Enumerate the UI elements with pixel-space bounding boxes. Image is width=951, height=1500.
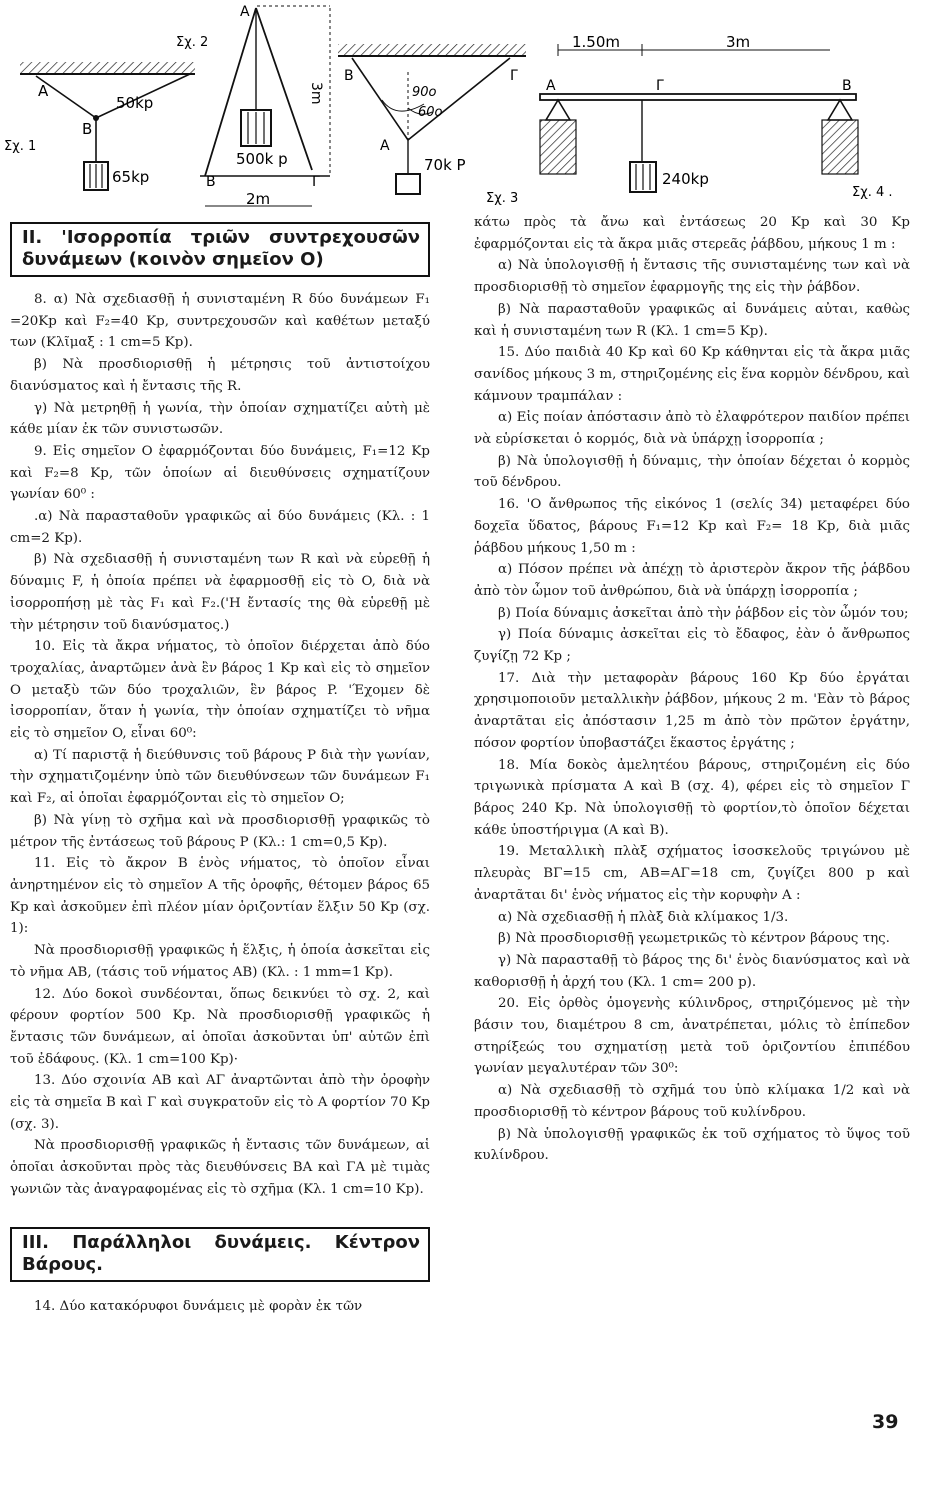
- exercise-18: 18. Μία δοκὸς ἀμελητέου βάρους, στηριζομένη εἰς δύο τριγωνικὰ πρίσματα A καὶ B (σχ. 4), φέρει εἰς τὸ σημεῖον Γ βάρος 240 Kp. Νὰ ὑπολογισθῇ τὸ φορτίον,τὸ ὁποῖον δέχεται κάθε ὑποστήριγμα (A καὶ B).: [474, 757, 910, 838]
- exercise-10: 10. Εἰς τὰ ἄκρα νήματος, τὸ ὁποῖον διέρχεται ἀπὸ δύο τροχαλίας, ἀναρτῶμεν ἀνὰ ἓν βάρος 1 Kp καὶ εἰς τὸ σημεῖον O μεταξὺ τῶν δύο τροχαλιῶν, ἓν βάρος P. 'Έχομεν δὲ ἰσορροπίαν, ὅταν ἡ γωνία, τὴν ὁποίαν σχηματίζει τὸ νῆμα εἰς τὸ σημεῖον O, εἶναι 60⁰:: [10, 639, 430, 742]
- fig1-force-label: 50kp: [116, 94, 154, 112]
- exercise-16: 16. 'Ο ἄνθρωπος τῆς εἰκόνος 1 (σελίς 34) μεταφέρει δύο δοχεῖα ὕδατος, βάρους F₁=12 Kp καὶ F₂= 18 Kp, διὰ μιᾶς ῥάβδου μήκους 1,50 m :: [474, 497, 910, 556]
- fig4-label-a: A: [546, 78, 556, 94]
- fig1-weight-label: 65kp: [112, 168, 150, 186]
- fig2-caption: Σχ. 2: [176, 35, 209, 50]
- exercise-14-b: β) Νὰ παρασταθοῦν γραφικῶς αἱ δυνάμεις αὐται, καθὼς καὶ ἡ συνισταμένη των R (Κλ. 1 cm=5 Kp).: [474, 301, 910, 339]
- exercise-15: 15. Δύο παιδιὰ 40 Kp καὶ 60 Kp κάθηνται εἰς τὰ ἄκρα μιᾶς σανίδος μήκους 3 m, στηριζομένης εἰς ἕνα κορμὸν δένδρου, καὶ κάμνουν τραμπάλαν :: [474, 345, 910, 404]
- fig3-angle-60: 60o: [418, 105, 443, 120]
- exercise-15-b: β) Νὰ ὑπολογισθῇ ἡ δύναμις, τὴν ὁποίαν δέχεται ὁ κορμὸς τοῦ δένδρου.: [474, 453, 910, 491]
- fig2-width-label: 2m: [246, 190, 271, 208]
- exercise-19-b: β) Νὰ προσδιορισθῇ γεωμετρικῶς τὸ κέντρον βάρους της.: [498, 931, 890, 947]
- exercise-12: 12. Δύο δοκοὶ συνδέονται, ὅπως δεικνύει τὸ σχ. 2, καὶ φέρουν φορτίον 500 Kp. Νὰ προσδιορισθῇ γραφικῶς ἡ ἔντασις τῶν δυνάμεων, αἱ ὁποῖαι ἀσκοῦνται ὑπ' αὐτῶν ἐπὶ τοῦ ἐδάφους. (Κλ. 1 cm=100 Kp)·: [10, 986, 430, 1067]
- exercise-13-b: Νὰ προσδιορισθῇ γραφικῶς ἡ ἔντασις τῶν δυνάμεων, αἱ ὁποῖαι ἀσκοῦνται πρὸς τὰς διευθύνσεις BA καὶ ΓA μὲ τιμὰς γωνιῶν τὰς ἀναγραφομένας εἰς τὸ σχῆμα (Κλ. 1 cm=10 Kp).: [10, 1138, 430, 1197]
- fig4-label-b: B: [842, 78, 852, 94]
- exercise-8-c: γ) Νὰ μετρηθῇ ἡ γωνία, τὴν ὁποίαν σχηματίζει αὐτὴ μὲ κάθε μίαν ἐκ τῶν συνιστωσῶν.: [10, 400, 430, 438]
- right-column: [474, 212, 910, 1167]
- exercise-20: 20. Εἰς ὀρθὸς ὁμογενὴς κύλινδρος, στηριζόμενος μὲ τὴν βάσιν του, διαμέτρου 8 cm, ἀνατρέπεται, μόλις τὸ ἐπίπεδον στηρίξεώς του σχηματίσῃ μετὰ τοῦ ὁριζοντίου ἐπιπέδου γωνίαν μεγαλυτέραν τῶν 30⁰:: [474, 996, 910, 1077]
- exercise-20-a: α) Νὰ σχεδιασθῇ τὸ σχῆμά του ὑπὸ κλίμακα 1/2 καὶ νὰ προσδιορισθῇ τὸ κέντρον βάρους τοῦ κυλίνδρου.: [474, 1083, 910, 1120]
- section-3-heading: III. Παράλληλοι δυνάμεις. Κέντρον Βάρους.: [10, 1227, 430, 1282]
- fig2-label-g: Γ: [312, 174, 320, 190]
- section-2-heading: II. 'Ισορροπία τριῶν συντρεχουσῶν δυνάμεων (κοινὸν σημεῖον O): [10, 222, 430, 277]
- fig3-angle-90: 90o: [412, 85, 437, 100]
- fig4-support-b: [828, 100, 852, 120]
- fig4-pillar-a: [540, 120, 576, 174]
- fig2-label-b: B: [206, 174, 216, 190]
- exercise-11: 11. Εἰς τὸ ἄκρον B ἑνὸς νήματος, τὸ ὁποῖον εἶναι ἀνηρτημένον εἰς τὸ σημεῖον A τῆς ὀροφῆς, θέτομεν βάρος 65 Kp καὶ ἀσκοῦμεν ἐπὶ πλέον μίαν ὁριζοντίαν ἕλξιν 50 Kp (σχ. 1):: [10, 856, 430, 937]
- exercise-8-b: β) Νὰ προσδιορισθῇ ἡ μέτρησις τοῦ ἀντιστοίχου διανύσματος καὶ ἡ ἔντασις τῆς R.: [10, 357, 430, 394]
- fig1-label-a: A: [38, 82, 49, 100]
- exercise-9-a: .α) Νὰ παρασταθοῦν γραφικῶς αἱ δύο δυνάμεις (Κλ. : 1 cm=2 Kp).: [10, 509, 430, 546]
- fig3-rope-ab: [352, 58, 408, 140]
- fig3-weight-label: 70k P: [424, 156, 466, 174]
- fig4-weight-label: 240kp: [662, 170, 709, 188]
- exercise-10-a: α) Τί παριστᾷ ἡ διεύθυνσις τοῦ βάρους P διὰ τὴν γωνίαν, τὴν σχηματιζομένην ὑπὸ τῶν διευθύνσεων τῶν δυνάμεων F₁ καὶ F₂, αἱ ὁποῖαι ἐφαρμόζονται εἰς τὸ σημεῖον O;: [10, 747, 430, 807]
- exercise-20-b: β) Νὰ ὑπολογισθῇ γραφικῶς ἐκ τοῦ σχήματος τὸ ὕψος τοῦ κυλίνδρου.: [474, 1126, 910, 1164]
- fig3-weight-box: [396, 174, 420, 194]
- exercise-16-b: β) Ποία δύναμις ἀσκεῖται ἀπὸ τὴν ῥάβδον εἰς τὸν ὦμόν του;: [498, 605, 909, 621]
- exercise-19-a: α) Νὰ σχεδιασθῇ ἡ πλὰξ διὰ κλίμακος 1/3.: [498, 909, 789, 925]
- fig4-pillar-b: [822, 120, 858, 174]
- fig2-weight-label: 500k p: [236, 150, 288, 168]
- exercise-13: 13. Δύο σχοινία AB καὶ AΓ ἀναρτῶνται ἀπὸ τὴν ὀροφὴν εἰς τὰ σημεῖα B καὶ Γ καὶ συγκρατοῦν εἰς τὸ A φορτίον 70 Kp (σχ. 3).: [10, 1073, 430, 1132]
- exercise-11-b: Νὰ προσδιορισθῇ γραφικῶς ἡ ἕλξις, ἡ ὁποία ἀσκεῖται εἰς τὸ νῆμα AB, (τάσις τοῦ νήματος AB) (Κλ. : 1 mm=1 Kp).: [10, 943, 430, 980]
- exercise-14-continued: κάτω πρὸς τὰ ἄνω καὶ ἐντάσεως 20 Kp καὶ 30 Kp ἐφαρμόζονται εἰς τὰ ἄκρα μιᾶς στερεᾶς ῥάβδου, μήκους 1 m :: [474, 215, 910, 252]
- figure-1: [4, 62, 195, 190]
- fig4-label-g: Γ: [656, 78, 664, 94]
- figure-2: [176, 4, 330, 208]
- fig1-ceiling: [20, 62, 195, 74]
- fig3-caption: Σχ. 3: [486, 191, 519, 206]
- fig4-caption: Σχ. 4 .: [852, 185, 893, 200]
- figures-strip: [0, 0, 951, 210]
- fig4-dist2-label: 3m: [726, 33, 751, 51]
- page-number: 39: [872, 1411, 899, 1433]
- figure-4: [540, 33, 893, 200]
- fig4-beam: [540, 94, 856, 100]
- exercise-16-c: γ) Ποία δύναμις ἀσκεῖται εἰς τὸ ἔδαφος, ἐὰν ὁ ἄνθρωπος ζυγίζῃ 72 Kp ;: [474, 627, 910, 665]
- fig3-label-a: A: [380, 138, 390, 154]
- fig1-caption: Σχ. 1: [4, 139, 37, 154]
- exercise-16-a: α) Πόσον πρέπει νὰ ἀπέχῃ τὸ ἀριστερὸν ἄκρον τῆς ῥάβδου ἀπὸ τὸν ὦμον τοῦ ἀνθρώπου, διὰ νὰ ὑπάρχῃ ἰσορροπία ;: [474, 562, 910, 599]
- left-column: [10, 222, 430, 1317]
- fig3-ceiling: [338, 44, 526, 56]
- exercise-19-c: γ) Νὰ παρασταθῇ τὸ βάρος της δι' ἑνὸς διανύσματος καὶ νὰ καθορισθῇ ἡ ἀρχή του (Κλ. 1 cm= 200 p).: [474, 952, 910, 990]
- fig1-label-b: B: [82, 120, 93, 138]
- exercise-15-a: α) Εἰς ποίαν ἀπόστασιν ἀπὸ τὸ ἐλαφρότερον παιδίον πρέπει νὰ εὑρίσκεται ὁ κορμός, διὰ νὰ ὑπάρχῃ ἰσορροπία ;: [474, 410, 910, 448]
- exercise-19: 19. Μεταλλικὴ πλὰξ σχήματος ἰσοσκελοῦς τριγώνου μὲ πλευρὰς BΓ=15 cm, AB=AΓ=18 cm, ζυγίζει 800 p καὶ ἀναρτᾶται δι' ἑνὸς νήματος εἰς τὴν κορυφὴν A :: [474, 844, 910, 903]
- fig1-node-b: [93, 115, 99, 121]
- fig2-height-label: 3m: [308, 82, 324, 105]
- fig3-label-g: Γ: [510, 68, 518, 84]
- exercise-17: 17. Διὰ τὴν μεταφορὰν βάρους 160 Kp δύο ἐργάται χρησιμοποιοῦν μεταλλικὴν ῥάβδον, μήκους 2 m. 'Εὰν τὸ βάρος ἀναρτᾶται εἰς ἀπόστασιν 1,25 m ἀπὸ τὸν πρῶτον ἐργάτην, πόσον φορτίον ὑποβαστάζει ἕκαστος ἐργάτης ;: [474, 670, 910, 751]
- exercise-14: 14. Δύο κατακόρυφοι δυνάμεις μὲ φορὰν ἐκ τῶν: [34, 1298, 363, 1314]
- fig2-label-a: A: [240, 4, 250, 20]
- exercise-9: 9. Εἰς σημεῖον O ἐφαρμόζονται δύο δυνάμεις, F₁=12 Kp καὶ F₂=8 Kp, τῶν ὁποίων αἱ διευθύνσεις σχηματίζουν γωνίαν 60⁰ :: [10, 443, 430, 503]
- fig3-label-b: B: [344, 68, 354, 84]
- figure-3: [338, 44, 526, 206]
- exercise-14-a: α) Νὰ ὑπολογισθῇ ἡ ἔντασις τῆς συνισταμένης των καὶ νὰ προσδιορισθῇ τὸ σημεῖον ἐφαρμογῆς της εἰς τὴν ῥάβδον.: [474, 258, 910, 296]
- fig4-support-a: [546, 100, 570, 120]
- exercise-8: 8. α) Νὰ σχεδιασθῇ ἡ συνισταμένη R δύο δυνάμεων F₁ =20Kp καὶ F₂=40 Kp, συντρεχουσῶν καὶ καθέτων μεταξύ των (Κλῖμαξ : 1 cm=5 Kp).: [10, 292, 430, 351]
- exercise-9-b: β) Νὰ σχεδιασθῇ ἡ συνισταμένη των R καὶ νὰ εὑρεθῇ ἡ δύναμις F, ἡ ὁποία πρέπει νὰ ἐφαρμοσθῇ εἰς τὸ O, διὰ νὰ ἰσορροπήσῃ μὲ τὰς F₁ καὶ F₂.('Η ἔντασίς της θὰ εὑρεθῇ μὲ τὴν μέτρησιν τοῦ διανύσματος.): [10, 552, 430, 633]
- exercise-10-b: β) Νὰ γίνῃ τὸ σχῆμα καὶ νὰ προσδιορισθῇ γραφικῶς τὸ μέτρον τῆς ἐντάσεως τοῦ βάρους P (Κλ.: 1 cm=0,5 Kp).: [10, 812, 430, 850]
- fig4-dist1-label: 1.50m: [572, 33, 621, 51]
